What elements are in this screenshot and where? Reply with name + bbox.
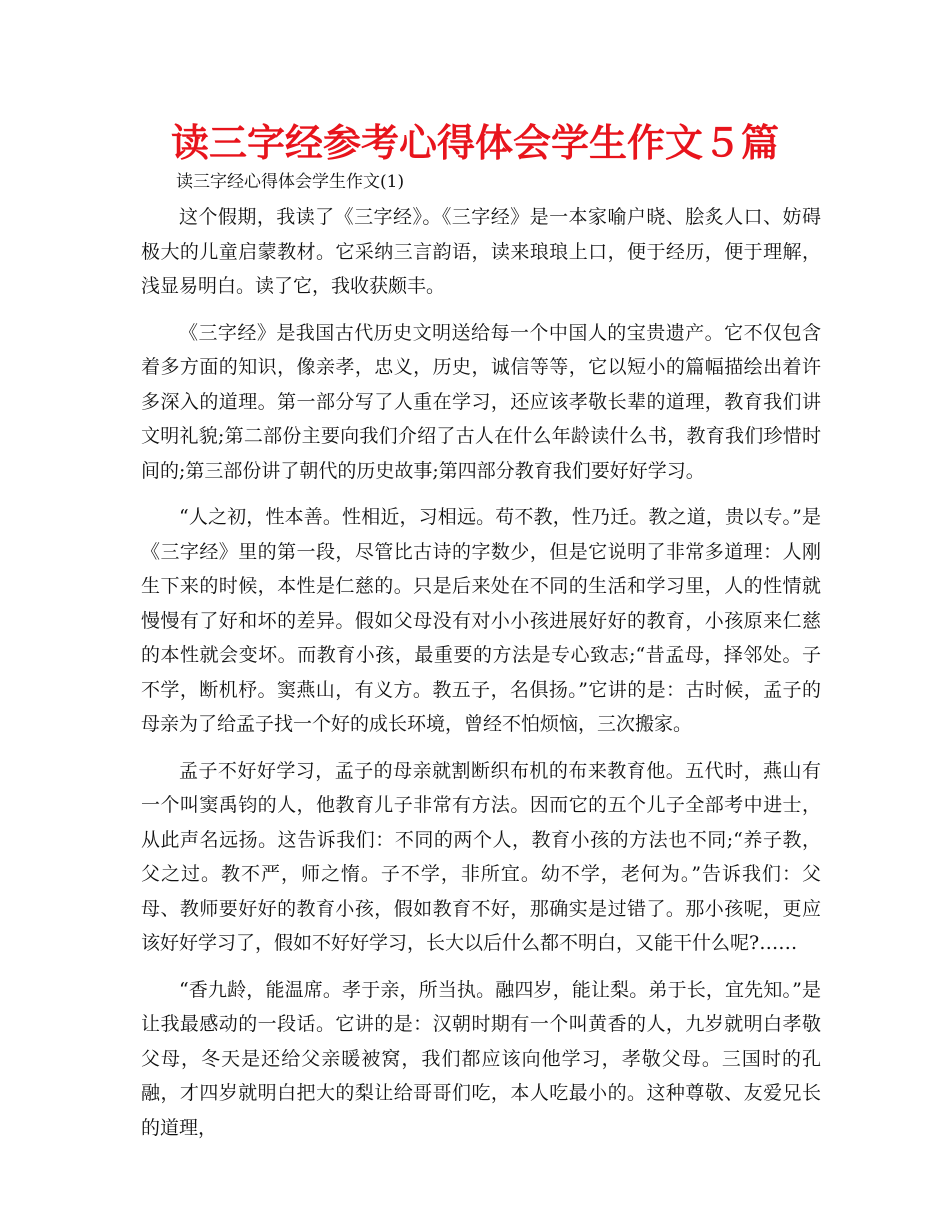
paragraph-3: “人之初，性本善。性相近，习相远。苟不教，性乃迁。教之道，贵以专。”是《三字经》里的第一段，尽管比古诗的字数少，但是它说明了非常多道理：人刚生下来的时候，本性是仁慈的。只是后来处在不同的生活和学习里，人的性情就慢慢有了好和坏的差异。假如父母没有对小小孩进展好好的教育，小孩原来仁慈的本性就会变坏。而教育小孩，最重要的方法是专心致志;“昔孟母，择邻处。子不学，断机杼。窦燕山，有义方。教五子，名俱扬。”它讲的是：古时候，孟子的母亲为了给孟子找一个好的成长环境，曾经不怕烦恼，三次搬家。 — [141, 506, 821, 735]
paragraph-5: “香九龄，能温席。孝于亲，所当执。融四岁，能让梨。弟于长，宜先知。”是让我最感动的一段话。它讲的是：汉朝时期有一个叫黄香的人，九岁就明白孝敬父母，冬天是还给父亲暖被窝，我们都应该向他学习，孝敬父母。三国时的孔融，才四岁就明白把大的梨让给哥哥们吃，本人吃最小的。这种尊敬、友爱兄长的道理， — [141, 978, 821, 1139]
paragraph-4: 孟子不好好学习，孟子的母亲就割断织布机的布来教育他。五代时，燕山有一个叫窦禹钧的人，他教育儿子非常有方法。因而它的五个儿子全部考中进士，从此声名远扬。这告诉我们：不同的两个人，教育小孩的方法也不同;“养子教，父之过。教不严，师之惰。子不学，非所宜。幼不学，老何为。”告诉我们：父母、教师要好好的教育小孩，假如教育不好，那确实是过错了。那小孩呢，更应该好好学习了，假如不好好学习，长大以后什么都不明白，又能干什么呢?…… — [141, 759, 821, 954]
essay-body — [141, 200, 821, 1157]
essay-subtitle: 读三字经心得体会学生作文(1) — [176, 172, 405, 192]
paragraph-1: 这个假期，我读了《三字经》。《三字经》是一本家喻户晓、脍炙人口、妨碍极大的儿童启蒙教材。它采纳三言韵语，读来琅琅上口，便于经历，便于理解，浅显易明白。读了它，我收获颇丰。 — [141, 206, 821, 297]
document-title: 读三字经参考心得体会学生作文５篇 — [170, 120, 779, 165]
paragraph-2: 《三字经》是我国古代历史文明送给每一个中国人的宝贵遗产。它不仅包含着多方面的知识，像亲孝，忠义，历史，诚信等等，它以短小的篇幅描绘出着许多深入的道理。第一部分写了人重在学习，还应该孝敬长辈的道理，教育我们讲文明礼貌;第二部份主要向我们介绍了古人在什么年龄读什么书，教育我们珍惜时间的;第三部份讲了朝代的历史故事;第四部分教育我们要好好学习。 — [141, 321, 821, 482]
